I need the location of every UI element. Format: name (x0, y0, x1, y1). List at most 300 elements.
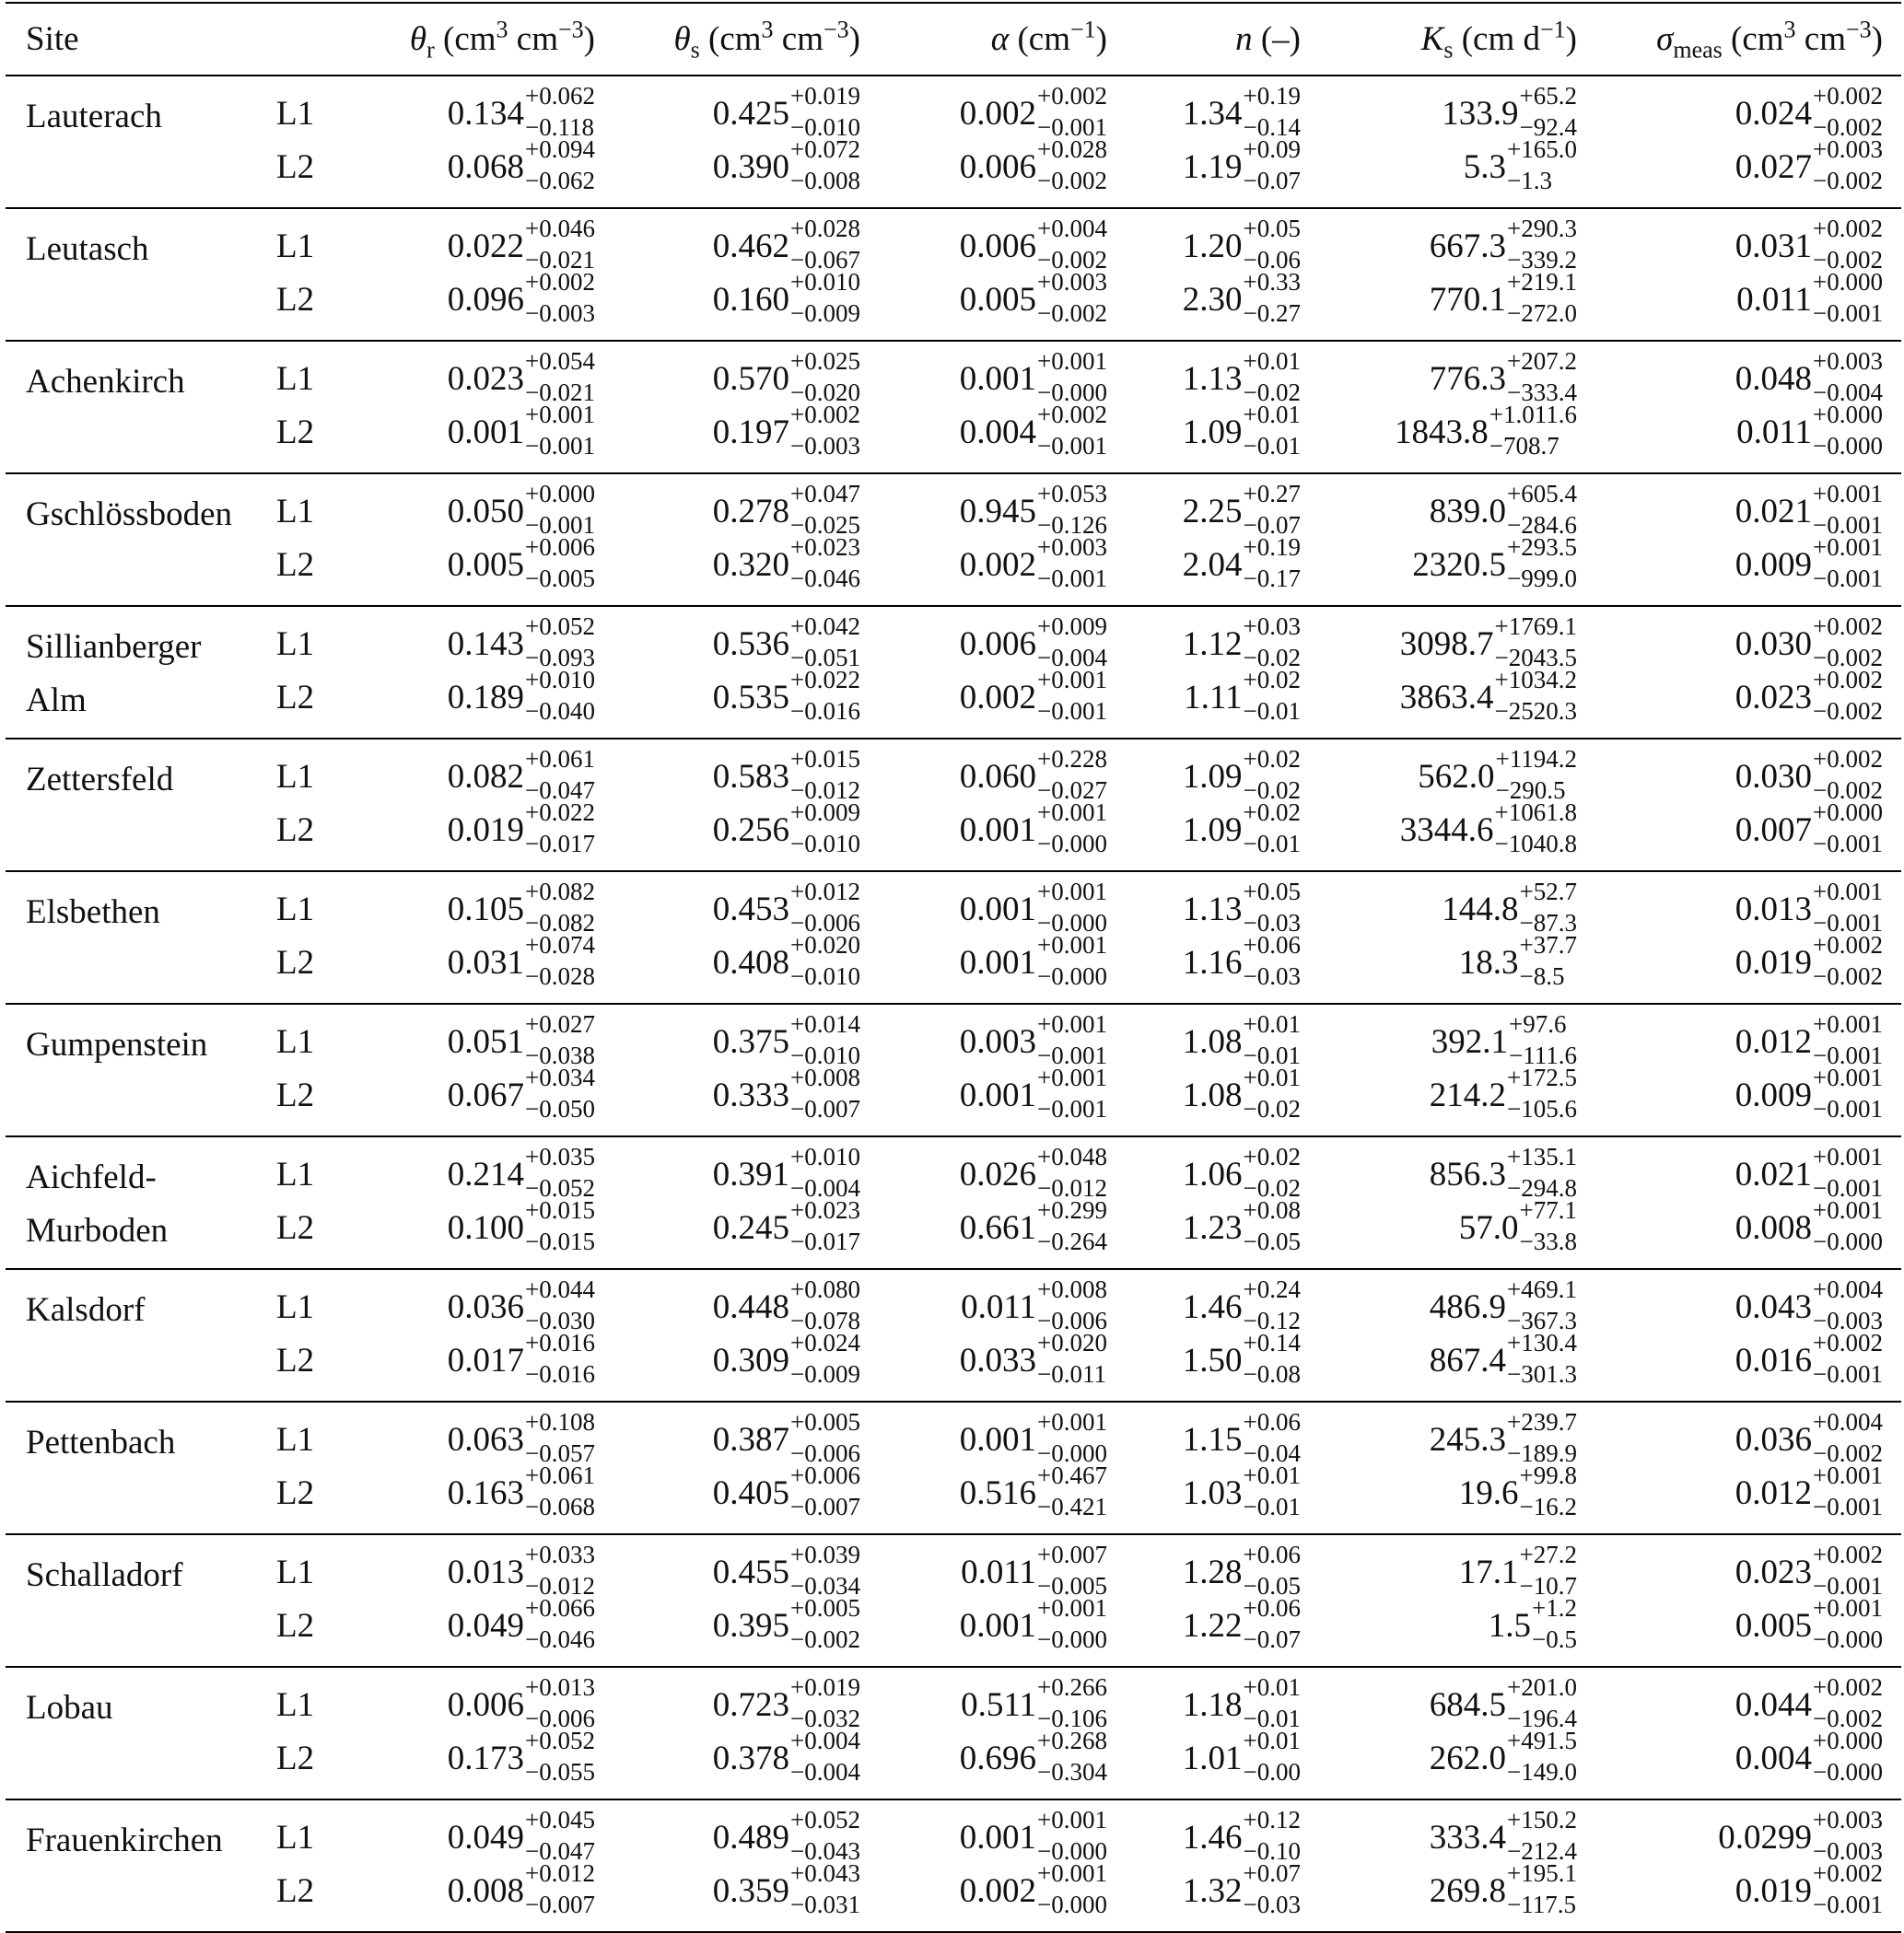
alpha-value (879, 666, 1107, 725)
value-with-uncertainty (1182, 268, 1301, 327)
lower-bound: −189.9 (1507, 1439, 1577, 1467)
value-with-uncertainty (1418, 745, 1577, 804)
median-value: 0.013 (1735, 890, 1813, 928)
median-value: 0.009 (1735, 545, 1813, 584)
value-with-uncertainty (712, 745, 860, 804)
sigma-meas-cell (1595, 473, 1901, 606)
lower-bound: −33.8 (1519, 1228, 1577, 1255)
ks-stack (1319, 1668, 1577, 1785)
median-value: 0.189 (447, 678, 525, 716)
uncertainty-bounds (1243, 1594, 1301, 1653)
value-with-uncertainty (1429, 1859, 1577, 1918)
lower-bound: −0.01 (1243, 697, 1301, 725)
lower-bound: −0.057 (525, 1439, 595, 1467)
median-value: 0.021 (1735, 1155, 1813, 1194)
ks-stack (1319, 1403, 1577, 1520)
lower-bound: −117.5 (1507, 1891, 1576, 1918)
value-with-uncertainty (1735, 612, 1883, 671)
uncertainty-bounds (1243, 1275, 1301, 1334)
uncertainty-bounds (1507, 268, 1577, 327)
value-with-uncertainty (959, 1143, 1107, 1202)
value-with-uncertainty (1735, 1859, 1883, 1918)
theta-r-value (365, 533, 595, 592)
upper-bound: +0.001 (1037, 1594, 1107, 1623)
median-value: 0.0299 (1718, 1818, 1813, 1857)
upper-bound: +0.002 (1813, 1859, 1883, 1888)
median-value: 18.3 (1458, 943, 1519, 982)
uncertainty-bounds (790, 1594, 860, 1653)
uncertainty-bounds (1813, 1461, 1883, 1520)
value-with-uncertainty (712, 347, 860, 406)
theta-s-stack (613, 1403, 860, 1520)
sigma-meas-value (1595, 1461, 1883, 1520)
theta-r-value (365, 798, 595, 857)
uncertainty-bounds (1037, 1329, 1107, 1388)
upper-bound: +0.001 (1813, 1461, 1883, 1490)
lower-bound: −0.008 (790, 167, 860, 194)
upper-bound: +0.015 (790, 745, 860, 774)
layer-cell (273, 1667, 365, 1799)
site-cell (6, 341, 273, 473)
median-value: 0.011 (1736, 280, 1813, 319)
value-with-uncertainty (1735, 533, 1883, 592)
median-value: 19.6 (1458, 1473, 1519, 1512)
ks-cell (1319, 208, 1595, 341)
upper-bound: +97.6 (1509, 1010, 1567, 1039)
lower-bound: −0.001 (1813, 1042, 1883, 1069)
value-with-uncertainty (447, 666, 595, 725)
value-with-uncertainty (447, 1064, 595, 1123)
uncertainty-bounds (1813, 401, 1883, 460)
lower-bound: −1.3 (1507, 167, 1552, 194)
uncertainty-bounds (790, 666, 860, 725)
table-row (6, 739, 1901, 871)
lower-bound: −0.000 (1037, 1891, 1107, 1918)
ks-cell (1319, 341, 1595, 473)
layer-cell (273, 739, 365, 871)
value-with-uncertainty (1458, 931, 1577, 990)
uncertainty-bounds (525, 1329, 595, 1388)
ks-cell (1319, 1402, 1595, 1534)
median-value: 0.017 (447, 1341, 525, 1380)
median-value: 1.12 (1182, 624, 1243, 663)
n-cell (1126, 739, 1319, 871)
upper-bound: +0.027 (525, 1010, 595, 1039)
layer-label: L1 (276, 1685, 315, 1724)
upper-bound: +0.025 (790, 347, 860, 376)
sigma-meas-value (1595, 1275, 1883, 1334)
theta-r-cell (365, 1402, 613, 1534)
lower-bound: −0.001 (1037, 1042, 1107, 1069)
upper-bound: +0.054 (525, 347, 595, 376)
upper-bound: +0.012 (525, 1859, 595, 1888)
theta-r-stack (365, 1137, 595, 1254)
lower-bound: −0.031 (790, 1891, 860, 1918)
value-with-uncertainty (712, 1064, 860, 1123)
table-row (6, 606, 1901, 739)
upper-bound: +0.012 (790, 878, 860, 906)
table-row (6, 76, 1901, 208)
ks-cell (1319, 473, 1595, 606)
ks-cell (1319, 739, 1595, 871)
median-value: 1.32 (1182, 1871, 1243, 1910)
uncertainty-bounds (1243, 1010, 1301, 1069)
uncertainty-bounds (1243, 1064, 1301, 1123)
value-with-uncertainty (961, 1541, 1107, 1600)
uncertainty-bounds (1813, 135, 1883, 194)
uncertainty-bounds (1813, 1329, 1883, 1388)
median-value: 0.050 (447, 492, 525, 530)
upper-bound: +0.467 (1037, 1461, 1107, 1490)
upper-bound: +0.001 (1037, 798, 1107, 827)
upper-bound: +0.14 (1243, 1329, 1301, 1357)
n-value (1126, 612, 1301, 671)
value-with-uncertainty (959, 745, 1107, 804)
value-with-uncertainty (712, 612, 860, 671)
n-value (1126, 1010, 1301, 1069)
n-value (1126, 1275, 1301, 1334)
upper-bound: +37.7 (1519, 931, 1577, 960)
value-with-uncertainty (1735, 1727, 1883, 1786)
uncertainty-bounds (1519, 1196, 1577, 1255)
median-value: 1.08 (1182, 1076, 1243, 1114)
sigma-meas-value (1595, 1727, 1883, 1786)
alpha-stack (879, 1668, 1107, 1785)
upper-bound: +0.003 (1037, 533, 1107, 562)
median-value: 0.536 (712, 624, 790, 663)
uncertainty-bounds (790, 612, 860, 671)
table-row (6, 1799, 1901, 1932)
theta-s-stack (613, 1005, 860, 1122)
uncertainty-bounds (1494, 612, 1577, 671)
value-with-uncertainty (447, 1275, 595, 1334)
value-with-uncertainty (447, 1859, 595, 1918)
median-value: 57.0 (1458, 1208, 1519, 1247)
upper-bound: +1.011.6 (1489, 401, 1577, 429)
lower-bound: −0.001 (1813, 1360, 1883, 1388)
value-with-uncertainty (1735, 1541, 1883, 1600)
median-value: 0.462 (712, 227, 790, 265)
value-with-uncertainty (1735, 666, 1883, 725)
uncertainty-bounds (1243, 666, 1301, 725)
n-value (1126, 1408, 1301, 1467)
uncertainty-bounds (1037, 1859, 1107, 1918)
site-name (26, 474, 273, 541)
value-with-uncertainty (1735, 135, 1883, 194)
value-with-uncertainty (1395, 401, 1577, 460)
value-with-uncertainty (959, 666, 1107, 725)
alpha-value (879, 1408, 1107, 1467)
theta-s-value (613, 1541, 860, 1600)
lower-bound: −0.000 (1037, 378, 1107, 406)
theta-r-value (365, 666, 595, 725)
uncertainty-bounds (790, 82, 860, 141)
value-with-uncertainty (712, 878, 860, 937)
upper-bound: +0.047 (790, 480, 860, 508)
upper-bound: +0.01 (1243, 347, 1301, 376)
value-with-uncertainty (959, 1408, 1107, 1467)
median-value: 1.23 (1182, 1208, 1243, 1247)
upper-bound: +0.002 (1813, 1673, 1883, 1702)
median-value: 1.11 (1184, 678, 1243, 716)
uncertainty-bounds (1243, 1673, 1301, 1732)
n-value (1126, 215, 1301, 274)
alpha-value (879, 1010, 1107, 1069)
median-value: 0.021 (1735, 492, 1813, 530)
uncertainty-bounds (525, 533, 595, 592)
value-with-uncertainty (1442, 878, 1577, 937)
value-with-uncertainty (1429, 215, 1577, 274)
median-value: 486.9 (1429, 1287, 1507, 1326)
sigma-meas-stack (1595, 1535, 1883, 1652)
uncertainty-bounds (1243, 1143, 1301, 1202)
alpha-cell (879, 208, 1126, 341)
lower-bound: −0.01 (1243, 1493, 1301, 1520)
lower-bound: −0.002 (1813, 1705, 1883, 1732)
alpha-value (879, 798, 1107, 857)
lower-bound: −0.000 (1813, 1228, 1883, 1255)
uncertainty-bounds (1813, 1143, 1883, 1202)
theta-r-value (365, 135, 595, 194)
table-header (6, 3, 1901, 76)
lower-bound: −0.002 (1813, 644, 1883, 671)
value-with-uncertainty (1182, 215, 1301, 274)
median-value: 1.5 (1488, 1606, 1532, 1645)
n-value (1126, 1859, 1301, 1918)
upper-bound: +0.003 (1037, 268, 1107, 297)
median-value: 0.489 (712, 1818, 790, 1857)
layer-cell (273, 76, 365, 208)
layer-cell (273, 1136, 365, 1269)
value-with-uncertainty (447, 612, 595, 671)
upper-bound: +0.002 (1813, 82, 1883, 111)
uncertainty-bounds (790, 1806, 860, 1865)
n-value (1126, 666, 1301, 725)
lower-bound: −0.126 (1037, 511, 1107, 539)
median-value: 0.011 (961, 1287, 1037, 1326)
theta-r-value (365, 931, 595, 990)
median-value: 0.023 (447, 359, 525, 398)
upper-bound: +0.028 (790, 215, 860, 243)
uncertainty-bounds (1037, 931, 1107, 990)
sigma-meas-value (1595, 1329, 1883, 1388)
value-with-uncertainty (1182, 1064, 1301, 1123)
header-alpha: α $(cm^{-1})$ (879, 3, 1126, 76)
upper-bound: +0.108 (525, 1408, 595, 1437)
alpha-value (879, 1673, 1107, 1732)
lower-bound: −149.0 (1507, 1758, 1577, 1786)
n-stack (1126, 1137, 1301, 1254)
lower-bound: −0.02 (1243, 1174, 1301, 1202)
median-value: 0.387 (712, 1420, 790, 1459)
upper-bound: +0.000 (1813, 798, 1883, 827)
theta-s-cell (613, 1799, 879, 1932)
theta-r-value (365, 878, 595, 937)
alpha-cell (879, 1667, 1126, 1799)
theta-r-cell (365, 1799, 613, 1932)
upper-bound: +0.24 (1243, 1275, 1301, 1304)
theta-s-value (613, 1408, 860, 1467)
upper-bound: +0.06 (1243, 1594, 1301, 1623)
lower-bound: −0.001 (1813, 1572, 1883, 1600)
lower-bound: −0.01 (1243, 830, 1301, 857)
upper-bound: +0.010 (790, 268, 860, 297)
value-with-uncertainty (1735, 480, 1883, 539)
ks-value (1319, 82, 1577, 141)
ks-value (1319, 135, 1577, 194)
lower-bound: −196.4 (1507, 1705, 1577, 1732)
upper-bound: +0.019 (790, 82, 860, 111)
lower-bound: −0.082 (525, 909, 595, 937)
median-value: 1.09 (1182, 757, 1243, 796)
n-value (1126, 480, 1301, 539)
value-with-uncertainty (1735, 1673, 1883, 1732)
upper-bound: +150.2 (1507, 1806, 1577, 1834)
ks-stack (1319, 1535, 1577, 1652)
n-value (1126, 1461, 1301, 1520)
alpha-value (879, 1859, 1107, 1918)
lower-bound: −294.8 (1507, 1174, 1577, 1202)
sigma-meas-stack (1595, 474, 1883, 591)
uncertainty-bounds (1243, 347, 1301, 406)
theta-r-cell (365, 208, 613, 341)
theta-r-stack (365, 739, 595, 856)
lower-bound: −0.002 (790, 1625, 860, 1653)
theta-s-value (613, 1064, 860, 1123)
n-cell (1126, 1402, 1319, 1534)
uncertainty-bounds (1037, 1010, 1107, 1069)
upper-bound: +0.03 (1243, 612, 1301, 641)
uncertainty-bounds (1243, 82, 1301, 141)
upper-bound: +172.5 (1507, 1064, 1577, 1092)
uncertainty-bounds (790, 1143, 860, 1202)
upper-bound: +0.001 (1037, 1408, 1107, 1437)
theta-s-value (613, 1594, 860, 1653)
theta-r-cell (365, 1004, 613, 1136)
median-value: 0.011 (1736, 413, 1813, 451)
sigma-meas-value (1595, 1196, 1883, 1255)
upper-bound: +27.2 (1519, 1541, 1577, 1569)
median-value: 0.096 (447, 280, 525, 319)
theta-r-value (365, 1461, 595, 1520)
lower-bound: −0.010 (790, 962, 860, 990)
uncertainty-bounds (525, 268, 595, 327)
uncertainty-bounds (525, 1010, 595, 1069)
layer-label: L2 (276, 1871, 315, 1910)
alpha-stack (879, 474, 1107, 591)
value-with-uncertainty (1735, 1594, 1883, 1653)
uncertainty-bounds (790, 268, 860, 327)
uncertainty-bounds (1037, 1408, 1107, 1467)
lower-bound: −0.009 (790, 299, 860, 327)
site-cell (6, 1667, 273, 1799)
value-with-uncertainty (1458, 1461, 1577, 1520)
uncertainty-bounds (1813, 215, 1883, 274)
value-with-uncertainty (959, 401, 1107, 460)
table-row (6, 341, 1901, 473)
median-value: 0.033 (959, 1341, 1037, 1380)
value-with-uncertainty (1735, 347, 1883, 406)
ks-stack (1319, 1800, 1577, 1917)
uncertainty-bounds (1037, 401, 1107, 460)
theta-r-value (365, 1064, 595, 1123)
theta-r-stack (365, 76, 595, 193)
upper-bound: +0.048 (1037, 1143, 1107, 1171)
layer-stack (276, 607, 365, 724)
median-value: 856.3 (1429, 1155, 1507, 1194)
upper-bound: +0.016 (525, 1329, 595, 1357)
upper-bound: +0.052 (525, 1727, 595, 1755)
n-value (1126, 798, 1301, 857)
alpha-value (879, 1064, 1107, 1123)
median-value: 1.01 (1182, 1739, 1243, 1777)
median-value: 0.006 (447, 1685, 525, 1724)
alpha-stack (879, 1137, 1107, 1254)
value-with-uncertainty (1182, 1727, 1301, 1786)
upper-bound: +0.094 (525, 135, 595, 164)
uncertainty-bounds (790, 745, 860, 804)
uncertainty-bounds (525, 1196, 595, 1255)
theta-s-cell (613, 1667, 879, 1799)
value-with-uncertainty (1735, 745, 1883, 804)
ks-stack (1319, 739, 1577, 856)
header-layer (273, 3, 365, 76)
uncertainty-bounds (1037, 798, 1107, 857)
sigma-meas-stack (1595, 872, 1883, 989)
sigma-meas-value (1595, 745, 1883, 804)
table-row (6, 1004, 1901, 1136)
site-name (26, 209, 273, 276)
upper-bound: +0.072 (790, 135, 860, 164)
median-value: 0.002 (959, 545, 1037, 584)
sigma-meas-stack (1595, 76, 1883, 193)
uncertainty-bounds (1243, 1408, 1301, 1467)
ks-value (1319, 798, 1577, 857)
median-value: 0.006 (959, 624, 1037, 663)
median-value: 0.197 (712, 413, 790, 451)
upper-bound: +0.015 (525, 1196, 595, 1225)
alpha-cell (879, 1004, 1126, 1136)
uncertainty-bounds (1507, 215, 1577, 274)
value-with-uncertainty (1429, 1329, 1577, 1388)
median-value: 0.160 (712, 280, 790, 319)
value-with-uncertainty (959, 215, 1107, 274)
site-cell (6, 871, 273, 1004)
theta-r-value (365, 1196, 595, 1255)
lower-bound: −0.051 (790, 644, 860, 671)
table-row (6, 1534, 1901, 1667)
upper-bound: +0.002 (525, 268, 595, 297)
uncertainty-bounds (1037, 1806, 1107, 1865)
lower-bound: −0.00 (1243, 1758, 1301, 1786)
uncertainty-bounds (525, 1064, 595, 1123)
lower-bound: −0.002 (1813, 113, 1883, 141)
upper-bound: +0.19 (1243, 82, 1301, 111)
lower-bound: −0.027 (1037, 776, 1107, 804)
theta-s-value (613, 878, 860, 937)
sigma-meas-value (1595, 533, 1883, 592)
upper-bound: +0.228 (1037, 745, 1107, 774)
lower-bound: −339.2 (1507, 246, 1577, 274)
n-stack (1126, 872, 1301, 989)
median-value: 3863.4 (1399, 678, 1494, 716)
median-value: 0.359 (712, 1871, 790, 1910)
site-name-line: Gschlössboden (26, 495, 233, 533)
lower-bound: −0.055 (525, 1758, 595, 1786)
median-value: 0.019 (1735, 1871, 1813, 1910)
uncertainty-bounds (1813, 480, 1883, 539)
alpha-stack (879, 1270, 1107, 1387)
